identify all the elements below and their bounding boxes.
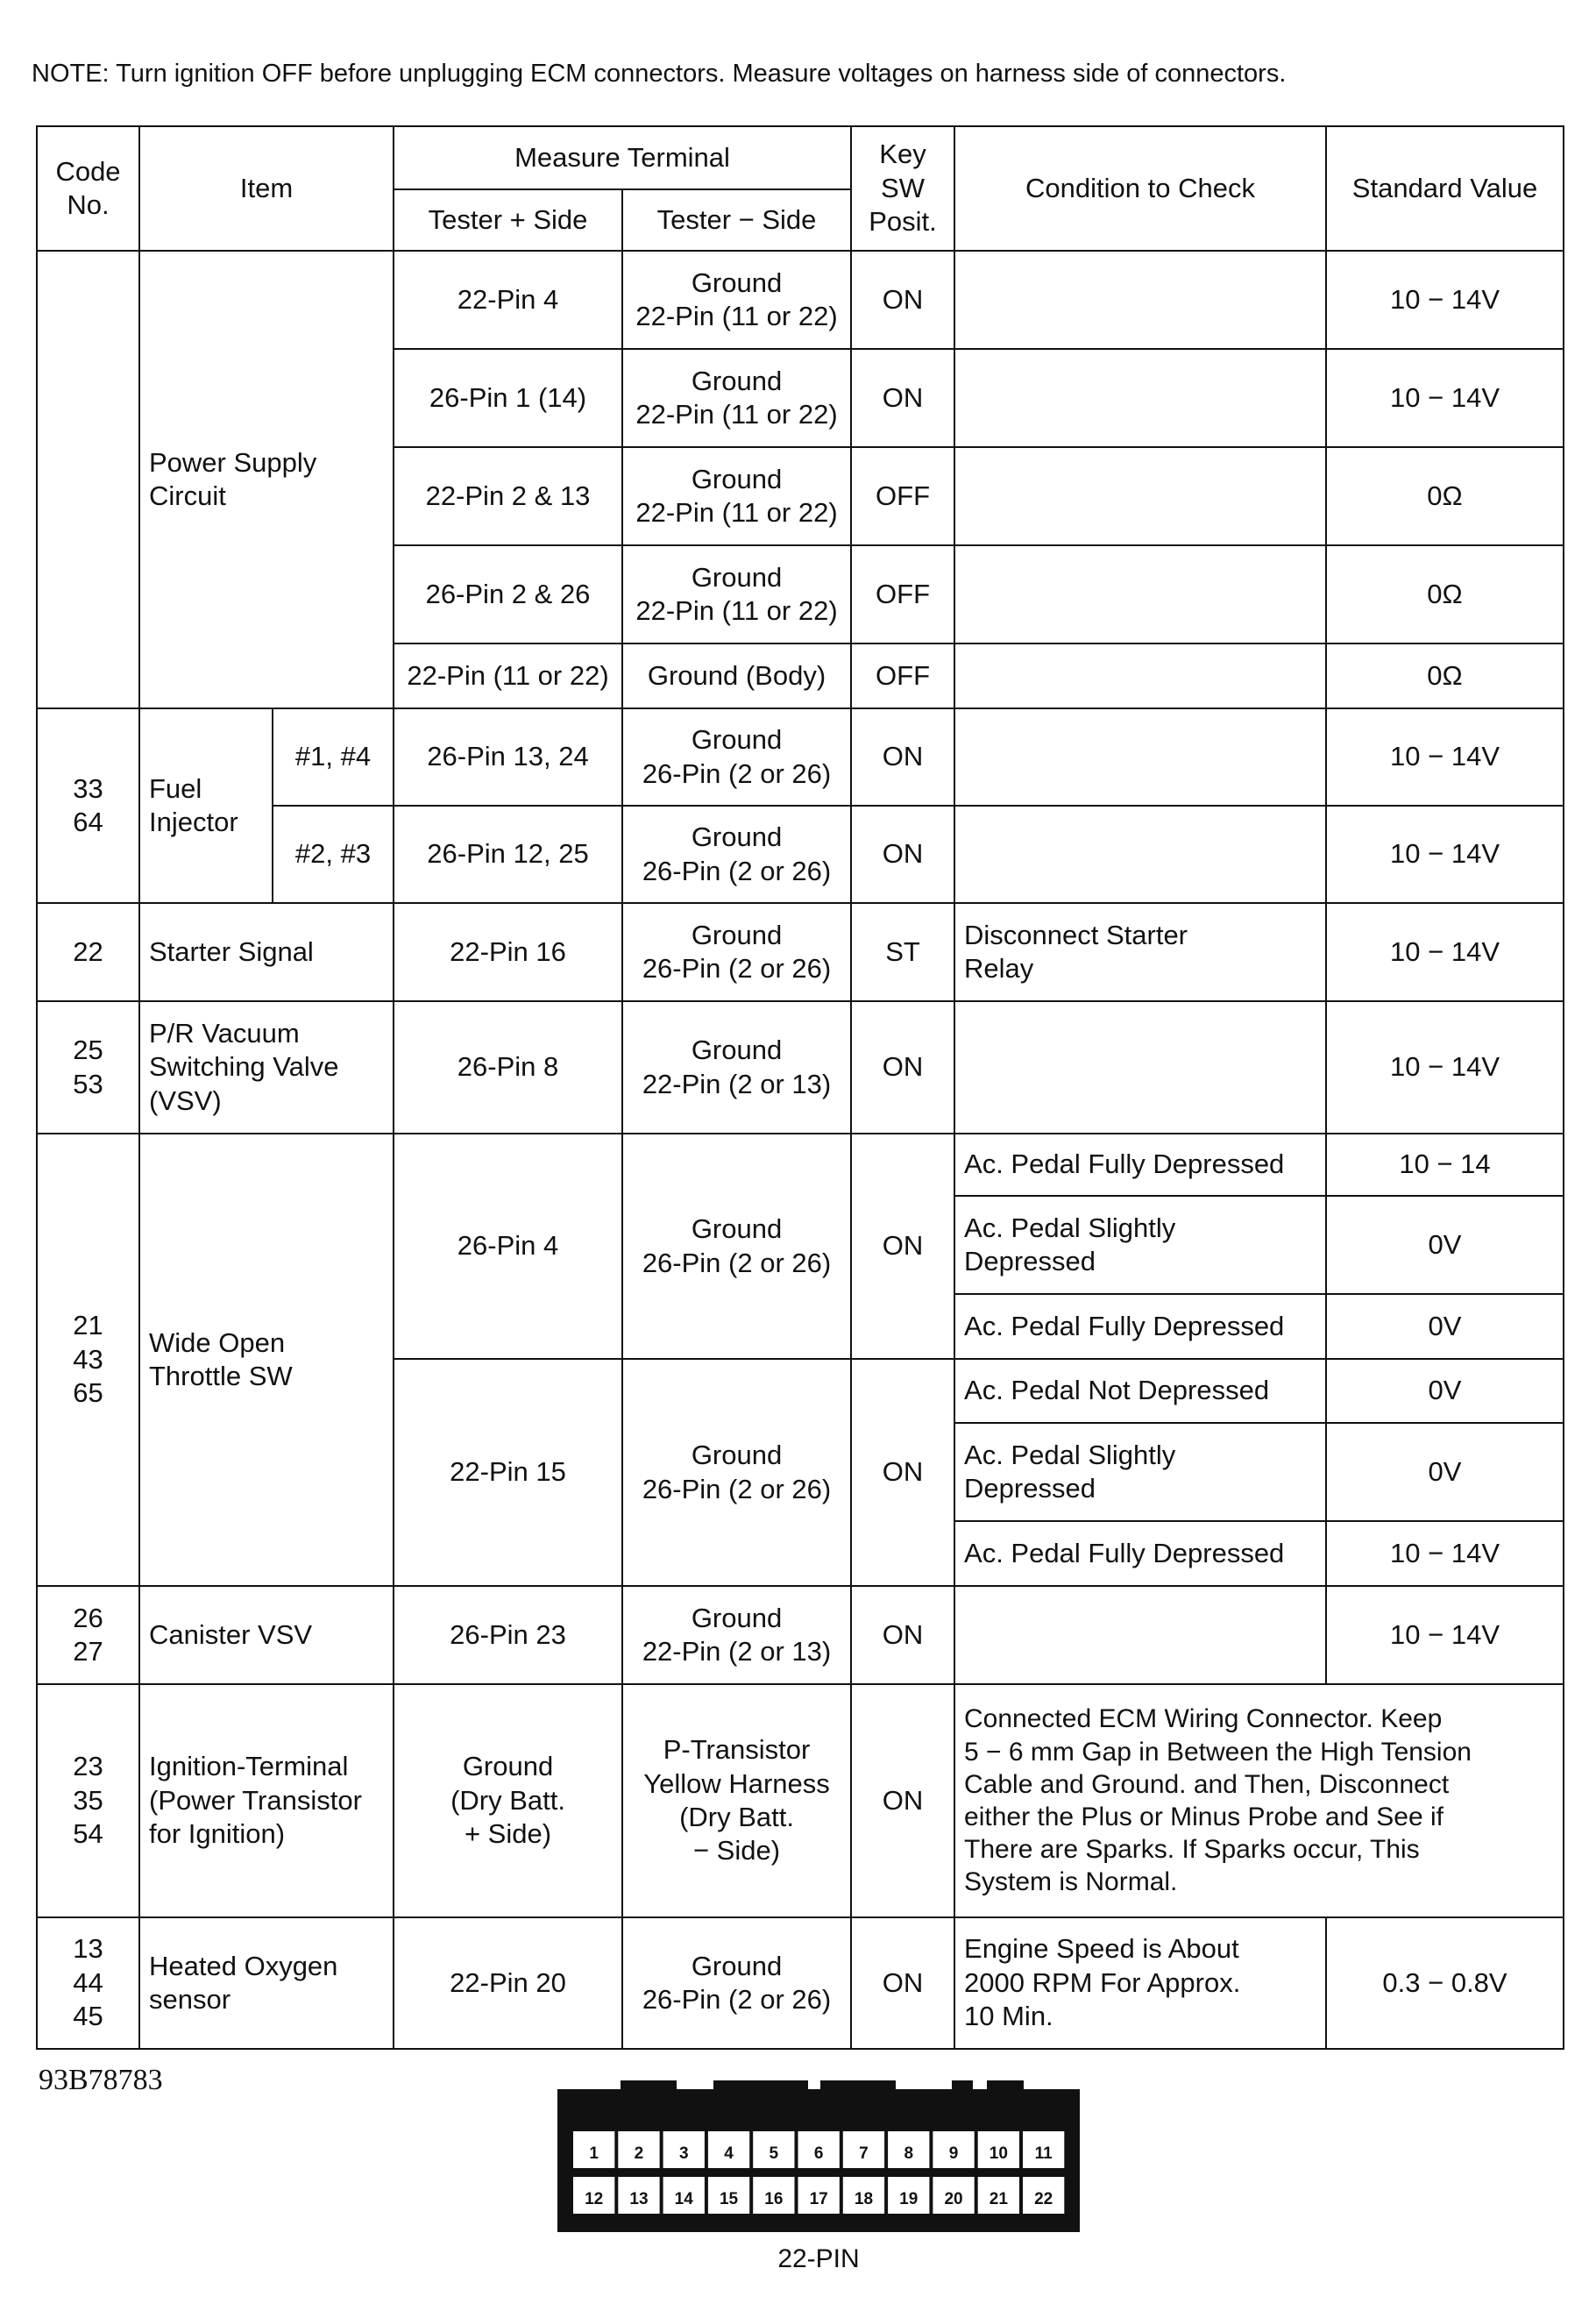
pr-vsv-key: ON: [851, 1001, 954, 1134]
header-tester-plus: Tester + Side: [394, 189, 622, 251]
oxygen-minus: Ground 26-Pin (2 or 26): [622, 1917, 851, 2049]
header-standard-value: Standard Value: [1326, 126, 1564, 251]
reference-code: 93B78783: [39, 2064, 163, 2096]
connector-pin-number: 5: [769, 2144, 779, 2163]
table-row: [37, 251, 1564, 349]
connector-pin-number: 14: [674, 2190, 693, 2208]
wot-cond: Ac. Pedal Fully Depressed: [954, 1294, 1326, 1359]
ignition-plus: Ground (Dry Batt. + Side): [394, 1684, 622, 1917]
injector-sub: #1, #4: [273, 708, 394, 806]
pr-vsv-cond: [954, 1001, 1326, 1134]
power-std: 10 − 14V: [1326, 349, 1564, 447]
power-minus: Ground 22-Pin (11 or 22): [622, 251, 851, 349]
starter-plus: 22-Pin 16: [394, 903, 622, 1001]
power-plus: 26-Pin 2 & 26: [394, 545, 622, 644]
power-cond: [954, 644, 1326, 708]
connector-pin-number: 3: [678, 2144, 689, 2163]
injector-plus: 26-Pin 12, 25: [394, 806, 622, 903]
connector-pin-number: 6: [813, 2144, 824, 2163]
connector-pin-number: 19: [899, 2190, 919, 2208]
wot-minus: Ground 26-Pin (2 or 26): [622, 1359, 851, 1586]
starter-cond: Disconnect Starter Relay: [954, 903, 1326, 1001]
power-key: ON: [851, 349, 954, 447]
table-row: [37, 1586, 1564, 1684]
pr-vsv-code: 25 53: [37, 1001, 139, 1134]
power-minus: Ground 22-Pin (11 or 22): [622, 349, 851, 447]
canister-code: 26 27: [37, 1586, 139, 1684]
power-cond: [954, 349, 1326, 447]
injector-sub: #2, #3: [273, 806, 394, 903]
canister-item: Canister VSV: [139, 1586, 394, 1684]
canister-key: ON: [851, 1586, 954, 1684]
table-row: [37, 708, 1564, 806]
connector-pin-number: 9: [948, 2144, 959, 2163]
pr-vsv-std: 10 − 14V: [1326, 1001, 1564, 1134]
wot-key: ON: [851, 1359, 954, 1586]
power-cond: [954, 251, 1326, 349]
connector-pin-number: 12: [585, 2190, 604, 2208]
power-plus: 22-Pin (11 or 22): [394, 644, 622, 708]
connector-pin-number: 16: [764, 2190, 784, 2208]
canister-minus: Ground 22-Pin (2 or 13): [622, 1586, 851, 1684]
power-cond: [954, 545, 1326, 644]
ecm-terminal-table: [36, 125, 1564, 2050]
connector-pin-number: 15: [719, 2190, 739, 2208]
power-std: 0Ω: [1326, 447, 1564, 545]
power-key: OFF: [851, 447, 954, 545]
table-row: [37, 1001, 1564, 1134]
wot-item: Wide Open Throttle SW: [139, 1134, 394, 1586]
wot-cond: Ac. Pedal Not Depressed: [954, 1359, 1326, 1423]
wot-std: 10 − 14: [1326, 1134, 1564, 1196]
connector-pin-number: 20: [944, 2190, 963, 2208]
injector-std: 10 − 14V: [1326, 708, 1564, 806]
wot-key: ON: [851, 1134, 954, 1359]
connector-label: 22-PIN: [777, 2244, 860, 2273]
power-minus: Ground 22-Pin (11 or 22): [622, 545, 851, 644]
oxygen-item: Heated Oxygen sensor: [139, 1917, 394, 2049]
wot-std: 10 − 14V: [1326, 1521, 1564, 1586]
power-plus: 26-Pin 1 (14): [394, 349, 622, 447]
connector-pin-number: 1: [589, 2144, 599, 2163]
wot-cond: Ac. Pedal Fully Depressed: [954, 1521, 1326, 1586]
table-row: [37, 1684, 1564, 1917]
injector-key: ON: [851, 806, 954, 903]
oxygen-std: 0.3 − 0.8V: [1326, 1917, 1564, 2049]
header-key-sw: Key SW Posit.: [851, 126, 954, 251]
injector-minus: Ground 26-Pin (2 or 26): [622, 708, 851, 806]
connector-pin-number: 7: [859, 2144, 869, 2163]
connector-pin-number: 22: [1034, 2190, 1053, 2208]
ignition-minus: P-Transistor Yellow Harness (Dry Batt. − Side): [622, 1684, 851, 1917]
header-code: Code No.: [37, 126, 139, 251]
starter-key: ST: [851, 903, 954, 1001]
header-item: Item: [139, 126, 394, 251]
injector-cond: [954, 806, 1326, 903]
connector-pin-number: 4: [724, 2144, 734, 2163]
power-std: 0Ω: [1326, 644, 1564, 708]
power-minus: Ground (Body): [622, 644, 851, 708]
wot-plus: 22-Pin 15: [394, 1359, 622, 1586]
connector-pin-number: 17: [809, 2190, 828, 2208]
starter-code: 22: [37, 903, 139, 1001]
oxygen-cond: Engine Speed is About 2000 RPM For Approx. 10 Min.: [954, 1917, 1326, 2049]
wot-minus: Ground 26-Pin (2 or 26): [622, 1134, 851, 1359]
power-std: 0Ω: [1326, 545, 1564, 644]
header-measure-terminal: Measure Terminal: [394, 126, 851, 189]
starter-std: 10 − 14V: [1326, 903, 1564, 1001]
ignition-item: Ignition-Terminal (Power Transistor for Ignition): [139, 1684, 394, 1917]
pr-vsv-item: P/R Vacuum Switching Valve (VSV): [139, 1001, 394, 1134]
injector-key: ON: [851, 708, 954, 806]
oxygen-key: ON: [851, 1917, 954, 2049]
injector-item: Fuel Injector: [139, 708, 273, 903]
power-minus: Ground 22-Pin (11 or 22): [622, 447, 851, 545]
power-std: 10 − 14V: [1326, 251, 1564, 349]
table-row: [37, 903, 1564, 1001]
header-condition: Condition to Check: [954, 126, 1326, 251]
wot-code: 21 43 65: [37, 1134, 139, 1586]
ignition-code: 23 35 54: [37, 1684, 139, 1917]
wot-cond: Ac. Pedal Slightly Depressed: [954, 1423, 1326, 1521]
ignition-cond: Connected ECM Wiring Connector. Keep 5 − 6 mm Gap in Between the High Tension Cable and Ground. and Then, Disconnect either the Plus or Minus Probe and See if There are Sparks. If Sparks occur, This System is Normal.: [954, 1684, 1564, 1917]
ignition-key: ON: [851, 1684, 954, 1917]
injector-std: 10 − 14V: [1326, 806, 1564, 903]
wot-std: 0V: [1326, 1359, 1564, 1423]
connector-pin-number: 18: [854, 2190, 874, 2208]
connector-pin-number: 13: [629, 2190, 649, 2208]
injector-minus: Ground 26-Pin (2 or 26): [622, 806, 851, 903]
power-plus: 22-Pin 4: [394, 251, 622, 349]
power-item: Power Supply Circuit: [139, 251, 394, 708]
oxygen-code: 13 44 45: [37, 1917, 139, 2049]
power-plus: 22-Pin 2 & 13: [394, 447, 622, 545]
connector-pin-number: 10: [989, 2144, 1008, 2163]
injector-plus: 26-Pin 13, 24: [394, 708, 622, 806]
oxygen-plus: 22-Pin 20: [394, 1917, 622, 2049]
canister-cond: [954, 1586, 1326, 1684]
pr-vsv-minus: Ground 22-Pin (2 or 13): [622, 1001, 851, 1134]
connector-pin-number: 11: [1034, 2144, 1053, 2163]
power-code: [37, 251, 139, 708]
power-key: OFF: [851, 644, 954, 708]
power-cond: [954, 447, 1326, 545]
wot-std: 0V: [1326, 1294, 1564, 1359]
wot-plus: 26-Pin 4: [394, 1134, 622, 1359]
starter-item: Starter Signal: [139, 903, 394, 1001]
starter-minus: Ground 26-Pin (2 or 26): [622, 903, 851, 1001]
pr-vsv-plus: 26-Pin 8: [394, 1001, 622, 1134]
canister-plus: 26-Pin 23: [394, 1586, 622, 1684]
connector-pin-number: 21: [989, 2190, 1008, 2208]
canister-std: 10 − 14V: [1326, 1586, 1564, 1684]
power-key: OFF: [851, 545, 954, 644]
injector-code: 33 64: [37, 708, 139, 903]
power-key: ON: [851, 251, 954, 349]
connector-22-pin-diagram: [557, 2079, 1080, 2232]
wot-cond: Ac. Pedal Slightly Depressed: [954, 1196, 1326, 1294]
header-tester-minus: Tester − Side: [622, 189, 851, 251]
wot-std: 0V: [1326, 1196, 1564, 1294]
wot-cond: Ac. Pedal Fully Depressed: [954, 1134, 1326, 1196]
note-text: NOTE: Turn ignition OFF before unplugging ECM connectors. Measure voltages on harness side of connectors.: [32, 60, 1287, 88]
injector-cond: [954, 708, 1326, 806]
table-row: [37, 1917, 1564, 2049]
connector-pin-number: 8: [904, 2144, 914, 2163]
table-row: [37, 1134, 1564, 1196]
wot-std: 0V: [1326, 1423, 1564, 1521]
connector-pin-number: 2: [634, 2144, 644, 2163]
